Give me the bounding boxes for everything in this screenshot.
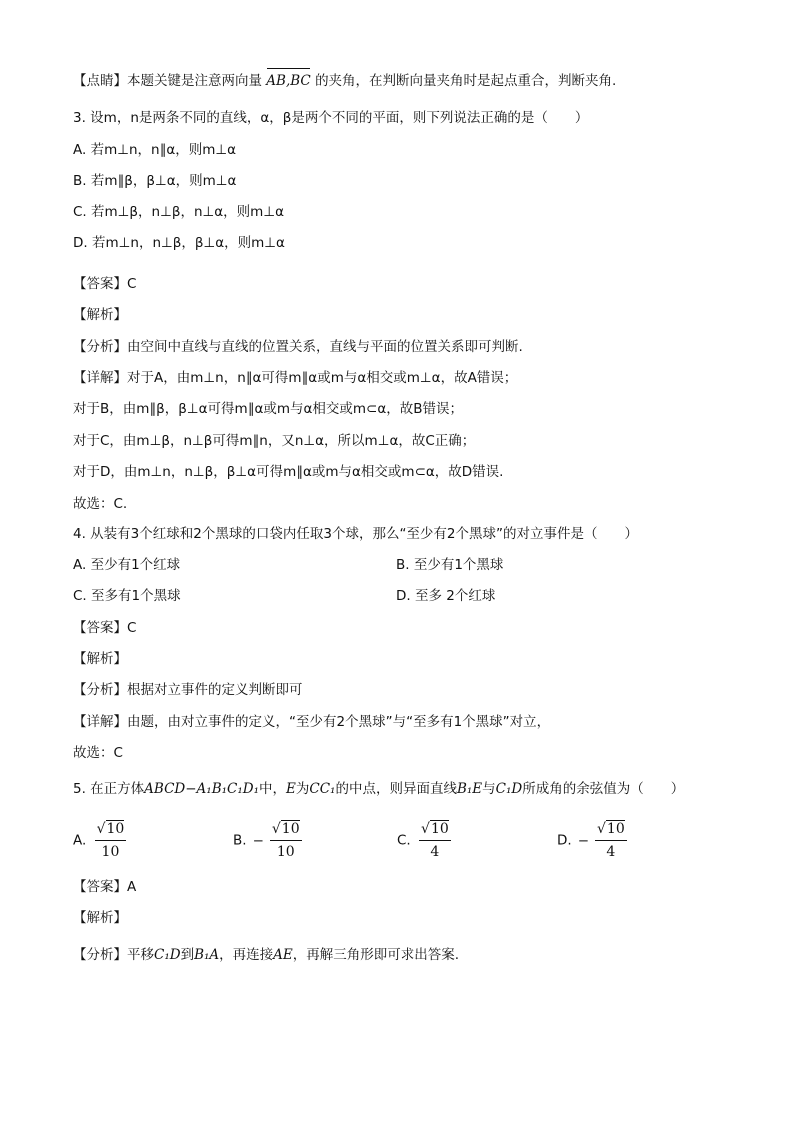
q3-option-d: D. 若m⊥n，n⊥β，β⊥α，则m⊥α [73,235,285,251]
q4-option-c: C. 至多有1个黑球 [73,588,181,604]
q5-option-b-radicand: 10 [281,821,300,837]
q5-stem-end: 所成角的余弦值为（ ） [522,781,685,797]
q5-option-a [73,820,126,861]
q5-option-a-den: 10 [101,844,120,860]
q5-point-e: E [286,781,296,797]
q5-stem [73,780,684,798]
q3-detail-b: 对于B，由m∥β，β⊥α可得m∥α或m与α相交或m⊂α，故B错误； [73,401,464,417]
q4-analysis: 【分析】根据对立事件的定义判断即可 [73,682,303,698]
q5-option-d-sign: − [577,832,589,849]
q5-option-a-label: A. [73,832,87,849]
q3-detail-d: 对于D，由m⊥n，n⊥β，β⊥α可得m∥α或m与α相交或m⊂α，故D错误. [73,464,504,480]
q5-stem-mid2: 为 [295,781,310,797]
q5-option-d [557,820,627,861]
q4-option-b: B. 至少有1个黑球 [396,557,504,573]
q5-analysis-mid1: 到 [180,947,195,963]
hint-text-after: 的夹角，在判断向量夹角时是起点重合，判断夹角. [315,73,617,89]
q5-option-b-sign: − [252,832,264,849]
q5-option-d-label: D. [557,832,572,849]
q5-option-b-fraction: $\frac{√10}{10}$ [271,821,300,860]
hint-label: 【点睛】 [73,73,127,89]
q3-stem: 3. 设m，n是两条不同的直线，α，β是两个不同的平面，则下列说法正确的是（ ） [73,110,589,126]
q5-analysis-end: ，再解三角形即可求出答案. [292,947,460,963]
q5-option-d-fraction: $\frac{√10}{4}$ [597,821,625,860]
q5-line-c1d: C₁D [495,781,523,797]
q3-analysis: 【分析】由空间中直线与直线的位置关系，直线与平面的位置关系即可判断. [73,339,523,355]
q5-stem-mid1: 中， [259,781,287,797]
q5-option-b-den: 10 [276,844,295,860]
q5-seg-c1d: C₁D [154,947,181,963]
q4-answer: 【答案】C [73,620,137,636]
q5-option-c [397,820,451,861]
q5-option-d-den: 4 [606,844,616,860]
q5-seg-b1a: B₁A [194,947,220,963]
q5-option-a-fraction: $\frac{√10}{10}$ [96,821,125,860]
q3-option-c: C. 若m⊥β，n⊥β，n⊥α，则m⊥α [73,204,284,220]
q5-stem-prefix: 5. 在正方体 [73,781,145,797]
q5-option-b [233,820,302,861]
q5-option-b-label: B. [233,832,247,849]
q5-stem-mid4: 与 [482,781,496,797]
q4-detail: 【详解】由题，由对立事件的定义，“至少有2个黑球”与“至多有1个黑球”对立， [73,714,551,730]
hint-line [73,72,616,90]
q5-line-b1e: B₁E [456,781,483,797]
q3-detail-c: 对于C，由m⊥β，n⊥β可得m∥n，又n⊥α，所以m⊥α，故C正确； [73,433,476,449]
vectors-ab-bc: AB,BC [266,73,311,89]
q5-option-d-radicand: 10 [606,821,625,837]
q4-option-d: D. 至多 2个红球 [396,588,496,604]
q5-stem-mid3: 的中点，则异面直线 [335,781,457,797]
q5-analysis-prefix: 【分析】平移 [73,947,154,963]
q3-option-a: A. 若m⊥n，n∥α，则m⊥α [73,142,237,158]
q3-conclusion: 故选：C. [73,496,128,512]
q4-conclusion: 故选：C [73,745,123,761]
q4-option-a: A. 至少有1个红球 [73,557,181,573]
q5-analysis [73,946,459,964]
q5-option-c-label: C. [397,832,411,849]
q4-stem: 4. 从装有3个红球和2个黑球的口袋内任取3个球，那么“至少有2个黑球”的对立事件是（ ） [73,526,639,542]
q3-analysis-header: 【解析】 [73,307,127,323]
q5-analysis-mid2: ，再连接 [219,947,274,963]
q5-cube: ABCD−A₁B₁C₁D₁ [144,781,260,797]
q5-option-a-radicand: 10 [106,821,125,837]
q5-option-c-den: 4 [430,844,440,860]
q3-answer: 【答案】C [73,276,137,292]
q5-option-c-radicand: 10 [430,821,449,837]
q3-option-b: B. 若m∥β，β⊥α，则m⊥α [73,173,237,189]
q3-detail-a: 【详解】对于A，由m⊥n，n∥α可得m∥α或m与α相交或m⊥α，故A错误； [73,370,518,386]
q4-analysis-header: 【解析】 [73,651,127,667]
hint-text-before: 本题关键是注意两向量 [127,73,262,89]
q5-option-c-fraction: $\frac{√10}{4}$ [421,821,449,860]
q5-analysis-header: 【解析】 [73,910,127,926]
q5-seg-cc1: CC₁ [309,781,336,797]
q5-answer: 【答案】A [73,879,137,895]
q5-seg-ae: AE [273,947,293,963]
